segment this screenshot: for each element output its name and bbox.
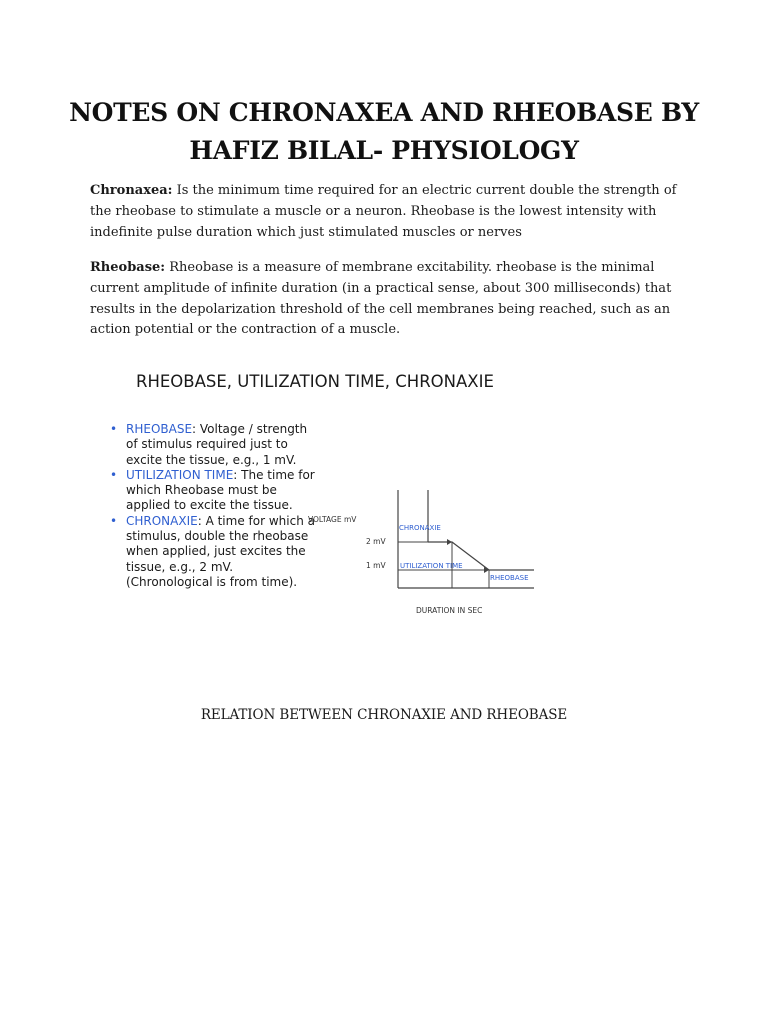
chronaxie-label: CHRONAXIE (399, 524, 441, 532)
chronaxea-definition: Is the minimum time required for an electric current double the strength of the rheobase to stimulate a muscle or a neuron. Rheobase is the lowest intensity with indefinite pulse duration which just stimulated muscles or nerves (90, 183, 677, 240)
bullet-term-rheobase: RHEOBASE (126, 422, 193, 436)
bullet-utilization-time (110, 468, 320, 514)
chronaxie-arrowhead (447, 539, 452, 545)
page-title (60, 94, 708, 170)
y-axis-label: VOLTAGE mV (308, 515, 357, 524)
figure-bullet-list (110, 422, 320, 590)
rheobase-paragraph (90, 258, 680, 341)
x-axis-label: DURATION IN SEC (416, 606, 483, 615)
bullet-term-chronaxie: CHRONAXIE (126, 513, 198, 528)
rheobase-term: Rheobase: (90, 260, 166, 275)
figure-title: RHEOBASE, UTILIZATION TIME, CHRONAXIE (136, 372, 494, 391)
strength-duration-graph (306, 484, 536, 624)
chronaxea-term: Chronaxea: (90, 183, 173, 198)
tick-label-2mv: 2 mV (366, 537, 386, 546)
rheobase-label: RHEOBASE (490, 574, 529, 582)
bullet-chronaxie (110, 514, 320, 590)
title-line-2: HAFIZ BILAL- PHYSIOLOGY (189, 136, 579, 165)
title-line-1: NOTES ON CHRONAXEA AND RHEOBASE BY (69, 98, 699, 127)
bullet-text-utilization-time: : The time for which Rheobase must be applied to excite the tissue. (126, 467, 315, 513)
embedded-figure (88, 362, 548, 657)
utilization-time-label: UTILIZATION TIME (400, 562, 463, 570)
bullet-text-chronaxie: : A time for which a stimulus, double the rheobase when applied, just excites the tissue, e.g., 2 mV. (Chronological is from time). (126, 513, 315, 589)
bullet-term-utilization-time: UTILIZATION TIME (126, 467, 234, 482)
bullet-text-rheobase: : Voltage / strength of stimulus required just to excite the tissue, e.g., 1 mV. (126, 422, 308, 467)
section-caption: RELATION BETWEEN CHRONAXIE AND RHEOBASE (200, 707, 568, 723)
rheobase-definition: Rheobase is a measure of membrane excitability. rheobase is the minimal current amplitude of infinite duration (in a practical sense, about 300 milliseconds) that results in the depolarization threshold of the cell membranes being reached, such as an action potential or the contraction of a muscle. (90, 260, 672, 338)
tick-label-1mv: 1 mV (366, 561, 386, 570)
chronaxea-paragraph (90, 181, 680, 243)
bullet-rheobase (110, 422, 320, 468)
